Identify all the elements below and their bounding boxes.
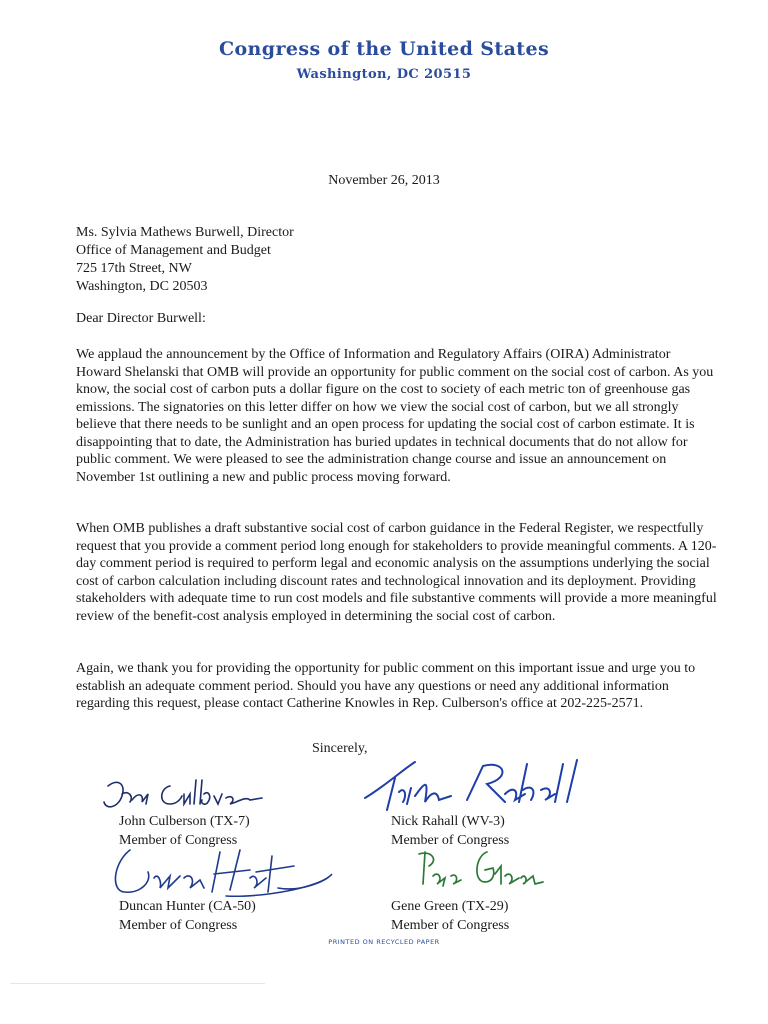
letterhead-title: Congress of the United States — [218, 38, 550, 60]
signatory-block — [391, 812, 509, 850]
signatory-title: Member of Congress — [391, 833, 510, 848]
letter-date: November 26, 2013 — [328, 173, 440, 188]
signatory-title: Member of Congress — [391, 918, 510, 933]
signatory-block — [391, 897, 509, 935]
recycled-paper-note: PRINTED ON RECYCLED PAPER — [328, 938, 440, 946]
body-paragraph: We applaud the announcement by the Office of Information and Regulatory Affairs (OIRA) Administrator Howard Shelanski that OMB will provide an opportunity for public comment on the social cost of carbon. As you know, the social cost of carbon puts a dollar figure on the cost to society of each metric ton of greenhouse gas emissions. The signatories on this letter differ on how we view the social cost of carbon, but we all strongly believe that there needs to be sunlight and an open process for updating the social cost of carbon estimate. It is disappointing that to date, the Administration has buried updates in technical documents that do not allow for public comment. We were pleased to see the administration change course and issue an announcement on November 1st outlining a new and public process moving forward. — [76, 347, 714, 485]
salutation: Dear Director Burwell: — [76, 311, 206, 326]
signatory-name: John Culberson (TX-7) — [119, 814, 250, 829]
signatory-title: Member of Congress — [119, 918, 238, 933]
body-paragraph: Again, we thank you for providing the opportunity for public comment on this important issue and urge you to establish an adequate comment period. Should you have any questions or need any additional information regarding this request, please contact Catherine Knowles in Rep. Culberson's office at 202-225-2571. — [76, 661, 696, 711]
closing: Sincerely, — [312, 741, 368, 756]
body-paragraph: When OMB publishes a draft substantive social cost of carbon guidance in the Federal Register, we respectfully request that you provide a comment period long enough for stakeholders to provide meaningful comments. A 120-day comment period is required to perform legal and economic analysis on the assumptions underlying the social cost of carbon calculation including discount rates and technological innovation and its deployment. Providing stakeholders with adequate time to run cost models and file substantive comments will provide a more meaningful review of the benefit-cost analysis employed in determining the social cost of carbon. — [76, 521, 717, 624]
letterhead-subtitle: Washington, DC 20515 — [296, 67, 472, 82]
recipient-address — [76, 224, 294, 296]
signature-rahall — [355, 756, 595, 820]
recipient-line: Office of Management and Budget — [76, 243, 271, 258]
signatory-name: Nick Rahall (WV-3) — [391, 814, 505, 829]
signatory-name: Gene Green (TX-29) — [391, 899, 509, 914]
recipient-line: Washington, DC 20503 — [76, 279, 208, 294]
recipient-line: Ms. Sylvia Mathews Burwell, Director — [76, 225, 294, 240]
divider — [10, 983, 265, 984]
signature-hunter — [100, 842, 340, 902]
signatory-block — [119, 812, 250, 850]
signatory-name: Duncan Hunter (CA-50) — [119, 899, 256, 914]
recipient-line: 725 17th Street, NW — [76, 261, 192, 276]
signature-green — [405, 846, 545, 896]
signatory-title: Member of Congress — [119, 833, 238, 848]
signatory-block — [119, 897, 256, 935]
